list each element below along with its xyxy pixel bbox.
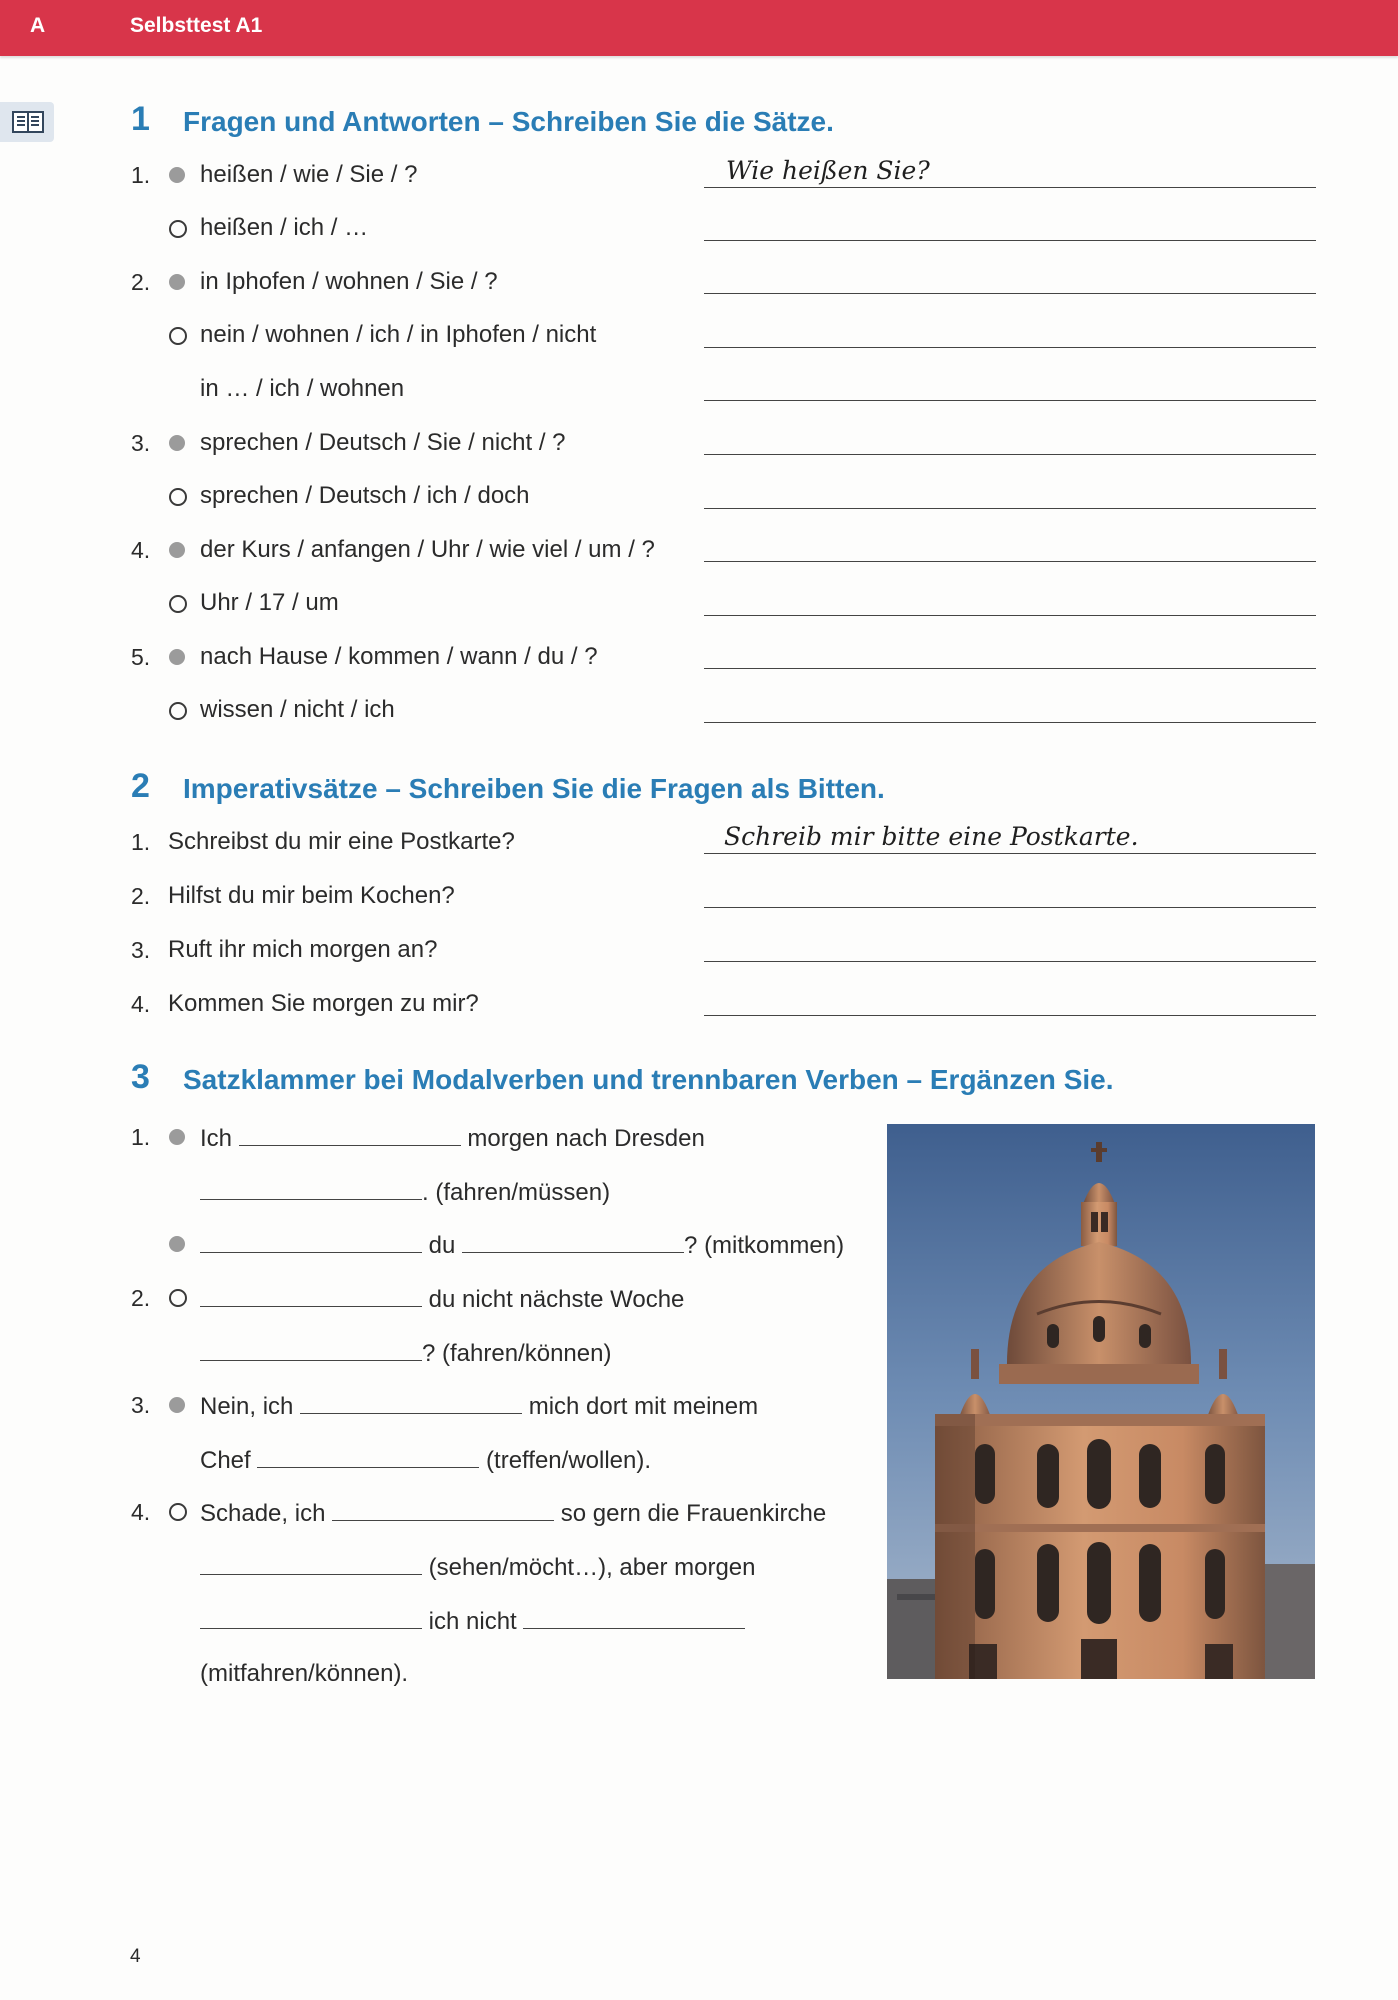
prompt-question: nach Hause / kommen / wann / du / ?: [200, 643, 598, 670]
prompt-answer: wissen / nicht / ich: [200, 696, 395, 723]
gap-sentence: ? (fahren/können): [200, 1338, 611, 1368]
gap-sentence: (mitfahren/können).: [200, 1660, 409, 1687]
answer-line[interactable]: [704, 187, 1316, 188]
gap-blank[interactable]: [200, 1230, 422, 1253]
item-number: 3.: [131, 937, 151, 963]
exercise-1-title: Fragen und Antworten – Schreiben Sie die Sätze.: [183, 106, 834, 137]
speaker-a-dot: [169, 542, 185, 558]
gap-sentence: ich nicht: [200, 1606, 745, 1636]
gap-blank[interactable]: [200, 1606, 422, 1629]
item-number: 4.: [131, 991, 151, 1017]
gap-sentence: Chef (treffen/wollen).: [200, 1447, 652, 1474]
speaker-a-dot: [169, 435, 185, 451]
answer-line[interactable]: [704, 400, 1316, 401]
answer-line[interactable]: [704, 907, 1316, 908]
item-number: 2.: [131, 883, 151, 909]
speaker-a-dot: [169, 1129, 185, 1145]
exercise-3-number: 3: [131, 1058, 150, 1096]
prompt-answer: Uhr / 17 / um: [200, 589, 339, 616]
item-number: 1.: [131, 1124, 151, 1150]
example-answer: Schreib mir bitte eine Postkarte.: [724, 822, 1139, 851]
header-title: Selbsttest A1: [130, 14, 263, 37]
item-number: 1.: [131, 162, 151, 188]
item-number: 2.: [131, 269, 151, 295]
prompt-answer: heißen / ich / …: [200, 214, 369, 241]
answer-line[interactable]: [704, 722, 1316, 723]
prompt-question: sprechen / Deutsch / Sie / nicht / ?: [200, 429, 566, 456]
workbook-tab: [0, 102, 54, 142]
gap-sentence: (sehen/möcht…), aber morgen: [200, 1552, 755, 1582]
speaker-a-dot: [169, 274, 185, 290]
prompt-answer: nein / wohnen / ich / in Iphofen / nicht: [200, 321, 597, 348]
speaker-b-dot: [169, 1503, 187, 1521]
gap-sentence: Nein, ich mich dort mit meinem: [200, 1393, 759, 1420]
gap-blank[interactable]: [332, 1498, 554, 1521]
section-letter: A: [30, 14, 46, 37]
answer-line[interactable]: [704, 668, 1316, 669]
example-answer: Wie heißen Sie?: [726, 156, 930, 185]
prompt-question: der Kurs / anfangen / Uhr / wie viel / um / ?: [200, 536, 655, 563]
speaker-b-dot: [169, 1289, 187, 1307]
answer-line[interactable]: [704, 347, 1316, 348]
gap-blank[interactable]: [239, 1123, 461, 1146]
speaker-a-dot: [169, 649, 185, 665]
speaker-b-dot: [169, 488, 187, 506]
prompt-question: in Iphofen / wohnen / Sie / ?: [200, 268, 498, 295]
speaker-a-dot: [169, 1236, 185, 1252]
exercise-3-title: Satzklammer bei Modalverben und trennbaren Verben – Ergänzen Sie.: [183, 1064, 1114, 1095]
answer-line[interactable]: [704, 240, 1316, 241]
prompt-answer-continued: in … / ich / wohnen: [200, 375, 405, 402]
exercise-2-title: Imperativsätze – Schreiben Sie die Fragen als Bitten.: [183, 773, 885, 804]
answer-line[interactable]: [704, 561, 1316, 562]
speaker-a-dot: [169, 1397, 185, 1413]
question-text: Ruft ihr mich morgen an?: [168, 936, 438, 963]
prompt-answer: sprechen / Deutsch / ich / doch: [200, 482, 530, 509]
gap-blank[interactable]: [300, 1391, 522, 1414]
gap-blank[interactable]: [200, 1552, 422, 1575]
answer-line[interactable]: [704, 615, 1316, 616]
gap-blank[interactable]: [523, 1606, 745, 1629]
question-text: Schreibst du mir eine Postkarte?: [168, 828, 515, 855]
gap-blank[interactable]: [200, 1284, 422, 1307]
chapter-header: [0, 0, 1398, 56]
book-icon: [12, 111, 44, 133]
gap-blank[interactable]: [462, 1230, 684, 1253]
item-number: 4.: [131, 537, 151, 563]
item-number: 3.: [131, 430, 151, 456]
gap-sentence: . (fahren/müssen): [200, 1177, 610, 1207]
speaker-a-dot: [169, 167, 185, 183]
speaker-b-dot: [169, 327, 187, 345]
gap-sentence: du ? (mitkommen): [200, 1230, 844, 1260]
page-number: 4: [130, 1946, 141, 1967]
gap-sentence: Schade, ich so gern die Frauenkirche: [200, 1500, 827, 1527]
gap-sentence: du nicht nächste Woche: [200, 1284, 684, 1314]
answer-line[interactable]: [704, 454, 1316, 455]
speaker-b-dot: [169, 702, 187, 720]
frauenkirche-photo: [887, 1124, 1315, 1679]
speaker-b-dot: [169, 220, 187, 238]
answer-line[interactable]: [704, 961, 1316, 962]
question-text: Kommen Sie morgen zu mir?: [168, 990, 479, 1017]
gap-sentence: Ich morgen nach Dresden: [200, 1125, 705, 1152]
gap-blank[interactable]: [257, 1445, 479, 1468]
answer-line[interactable]: [704, 1015, 1316, 1016]
item-number: 3.: [131, 1392, 151, 1418]
prompt-question: heißen / wie / Sie / ?: [200, 161, 418, 188]
answer-line[interactable]: [704, 293, 1316, 294]
answer-line[interactable]: [704, 853, 1316, 854]
item-number: 5.: [131, 644, 151, 670]
item-number: 4.: [131, 1499, 151, 1525]
question-text: Hilfst du mir beim Kochen?: [168, 882, 455, 909]
gap-blank[interactable]: [200, 1177, 422, 1200]
exercise-2-number: 2: [131, 767, 150, 805]
speaker-b-dot: [169, 595, 187, 613]
exercise-1-number: 1: [131, 100, 150, 138]
item-number: 2.: [131, 1285, 151, 1311]
answer-line[interactable]: [704, 508, 1316, 509]
item-number: 1.: [131, 829, 151, 855]
gap-blank[interactable]: [200, 1338, 422, 1361]
